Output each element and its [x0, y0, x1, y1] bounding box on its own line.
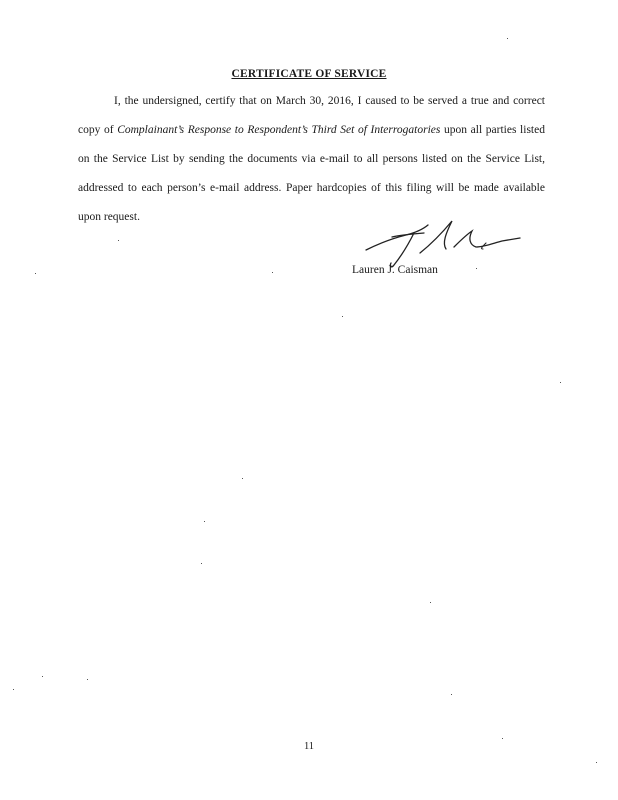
scan-speck	[118, 240, 119, 241]
scan-speck	[507, 38, 508, 39]
body-text-part-1: I, the undersigned, certify that on March 30, 2016, I caused to be served a true and correct copy of	[78, 95, 545, 136]
scan-speck	[476, 268, 477, 269]
scan-speck	[342, 316, 343, 317]
served-document-name: Complainant’s Response to Respondent’s Third Set of Interrogatories	[117, 124, 441, 136]
scan-speck	[430, 602, 431, 603]
signer-name: Lauren J. Caisman	[352, 264, 438, 276]
handwritten-signature	[362, 213, 522, 269]
scan-speck	[560, 382, 561, 383]
scan-speck	[42, 676, 43, 677]
scan-speck	[451, 694, 452, 695]
scan-speck	[87, 679, 88, 680]
scan-speck	[502, 738, 503, 739]
scan-speck	[201, 563, 202, 564]
scan-speck	[596, 762, 597, 763]
scan-speck	[242, 478, 243, 479]
page-title: CERTIFICATE OF SERVICE	[231, 68, 387, 80]
scan-speck	[272, 272, 273, 273]
body-text-part-2: upon all parties listed on the Service List by sending the documents via e-mail to all persons listed on the Service List, addressed to each person’s e-mail address. Paper hardcopies of this filing will be made available upon request.	[78, 124, 545, 223]
scan-speck	[35, 273, 36, 274]
page-number: 11	[303, 741, 315, 752]
scan-speck	[204, 521, 205, 522]
scan-speck	[13, 689, 14, 690]
certificate-body	[78, 87, 545, 232]
certificate-paragraph	[78, 87, 545, 232]
